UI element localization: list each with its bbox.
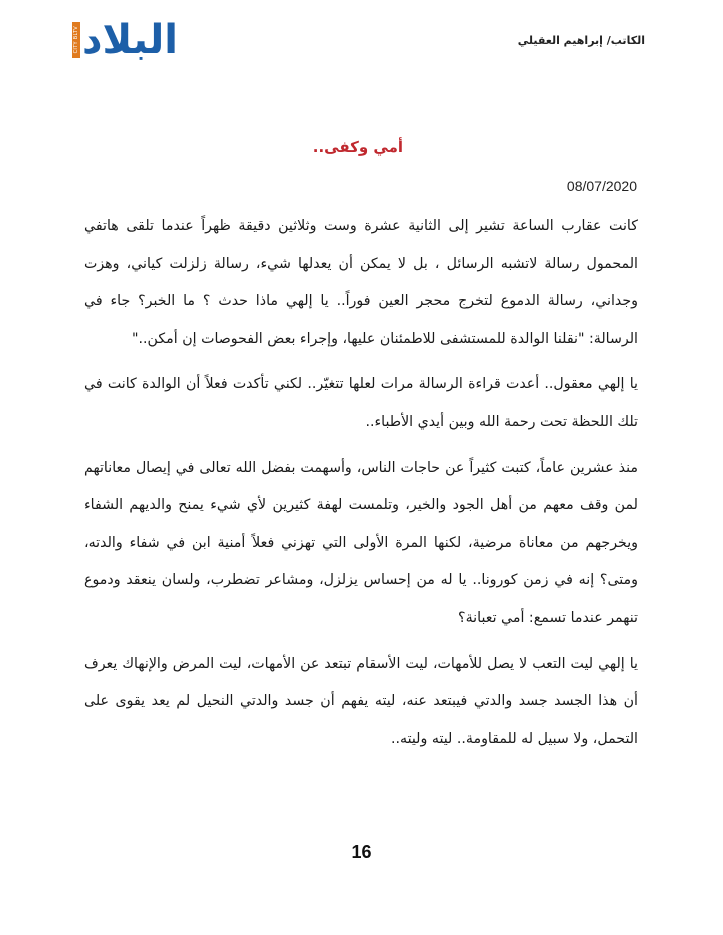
paragraph-1: كانت عقارب الساعة تشير إلى الثانية عشرة وست وثلاثين دقيقة ظهراً عندما تلقى هاتفي المحمول رسالة لاتشبه الرسائل ، بل لا يمكن أن يعدلها شيء، رسالة زلزلت كياني، وهزت وجداني، رسالة الدموع لتخرج محجر العين فوراً.. يا إلهي ماذا حدث ؟ ما الخبر؟ جاء في الرسالة: "نقلنا الوالدة للمستشفى للاطمئنان عليها، وإجراء بعض الفحوصات إن أمكن..": [84, 218, 638, 347]
paragraph-3: منذ عشرين عاماً، كتبت كثيراً عن حاجات الناس، وأسهمت بفضل الله تعالى في إيصال معاناتهم لمن وقف معهم من أهل الجود والخير، وتلمست لهفة كثيرين لأي شيء يمنح والديهم الشفاء ويخرجهم من معاناة مرضية، لكنها المرة الأولى التي تهزني فعلاً أمنية ابن في شفاء والدته، ومتى؟ إنه في زمن كورونا.. يا له من إحساس يزلزل، ومشاعر تضطرب، ولسان ينعقد ودموع تنهمر عندما تسمع: أمي تعبانة؟: [84, 459, 638, 626]
page-number: 16: [351, 842, 372, 862]
article-title: أمي وكفى..: [312, 138, 403, 156]
logo-accent-bar: [72, 22, 80, 58]
newspaper-logo: [48, 16, 178, 64]
logo-wordmark: البلاد: [82, 17, 178, 63]
paragraph-4: يا إلهي ليت التعب لا يصل للأمهات، ليت الأسقام تبتعد عن الأمهات، ليت المرض والإنهاك يعرف أن هذا الجسد جسد والدتي فيبتعد عنه، ليته يفهم أن جسد والدتي النحيل لم يعد يقوى على التحمل، ولا سبيل له للمقاومة.. ليته وليته..: [84, 655, 638, 747]
logo-tagline: CITY BLTV: [73, 26, 80, 54]
author-line: الكاتب/ إبراهيم العقيلي: [517, 34, 645, 47]
article-date: 08/07/2020: [566, 178, 637, 194]
paragraph-2: يا إلهي معقول.. أعدت قراءة الرسالة مرات لعلها تتغيّر.. لكني تأكدت فعلاً أن الوالدة كانت في تلك اللحظة تحت رحمة الله وبين أيدي الأطباء..: [84, 376, 638, 430]
article-body: [84, 208, 638, 766]
